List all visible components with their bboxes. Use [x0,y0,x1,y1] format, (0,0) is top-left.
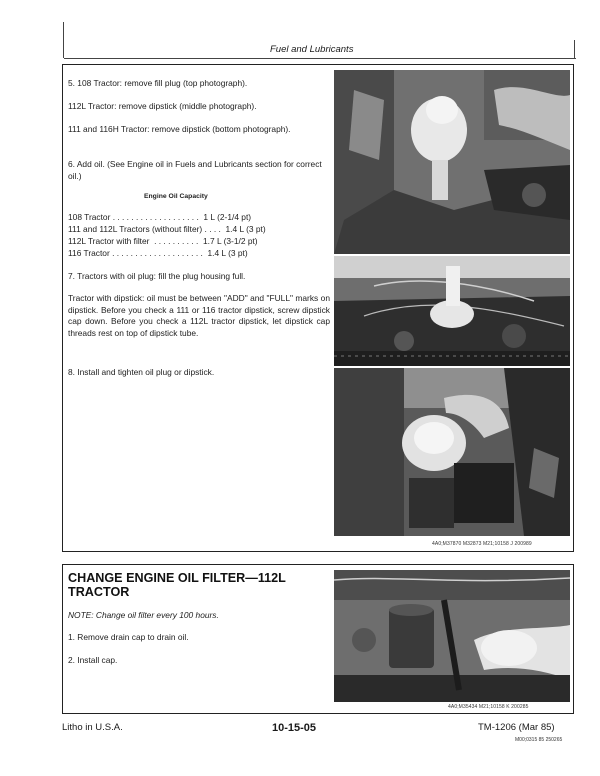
step-5b: 112L Tractor: remove dipstick (middle photograph). [68,101,257,111]
capacity-row: 112L Tractor with filter . . . . . . . . . . 1.7 L (3-1/2 pt) [68,236,258,246]
capacity-row: 111 and 112L Tractors (without filter) . . . . 1.4 L (3 pt) [68,224,266,234]
step-6: 6. Add oil. (See Engine oil in Fuels and Lubricants section for correct oil.) [68,159,322,181]
photo-reference-1: 4A0;M37870 M32873 M21;10158 J 200989 [432,541,532,547]
filter-note: NOTE: Change oil filter every 100 hours. [68,610,219,620]
step-8: 8. Install and tighten oil plug or dipstick. [68,367,215,377]
photo-fill-plug [334,70,570,254]
step-7: 7. Tractors with oil plug: fill the plug housing full. [68,271,246,281]
photo-dipstick-111-116h [334,368,570,536]
capacity-row: 108 Tractor . . . . . . . . . . . . . . . . . . . 1 L (2-1/4 pt) [68,212,252,222]
photo-oil-filter [334,570,570,702]
header-left-rule [63,22,64,58]
filter-step-1: 1. Remove drain cap to drain oil. [68,632,189,642]
footer-litho: Litho in U.S.A. [62,722,123,733]
header-rule [64,58,576,59]
page-number: 10-15-05 [272,722,317,734]
photo-reference-2: 4A0;M35434 M21;10158 K 200285 [448,704,529,710]
header-right-rule [574,40,575,58]
capacity-row: 116 Tractor . . . . . . . . . . . . . . . . . . . . 1.4 L (3 pt) [68,248,248,258]
section-2-title: CHANGE ENGINE OIL FILTER—112L TRACTOR [68,571,286,599]
dipstick-note: Tractor with dipstick: oil must be between "ADD" and "FULL" marks on dipstick. Before you check a 111 or 116 tractor dipstick, screw dipstick cap down. Before you check a 112L tractor dipstick, let dipstick cap threads rest on top of dipstick tube. [68,293,330,338]
running-head: Fuel and Lubricants [270,44,354,55]
capacity-heading: Engine Oil Capacity [144,193,208,200]
step-5a: 5. 108 Tractor: remove fill plug (top photograph). [68,78,248,88]
filter-step-2: 2. Install cap. [68,655,118,665]
photo-dipstick-112l [334,256,570,366]
step-5c: 111 and 116H Tractor: remove dipstick (bottom photograph). [68,124,291,134]
manual-id: TM-1206 (Mar 85) [478,722,555,733]
footer-code: M00;0315 85 250265 [515,737,563,743]
